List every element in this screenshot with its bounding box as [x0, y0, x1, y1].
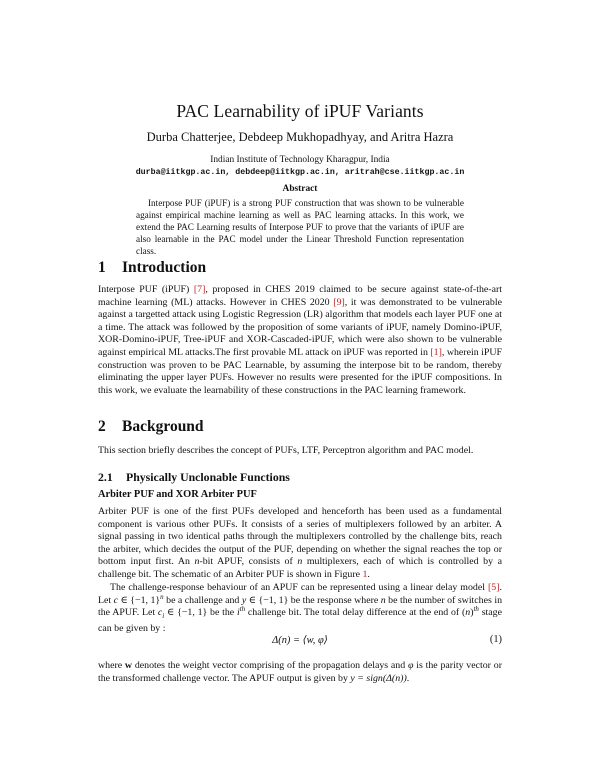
author-list: Durba Chatterjee, Debdeep Mukhopadhyay, and Aritra Hazra [146, 130, 454, 144]
subsection-title: Physically Unclonable Functions [126, 470, 290, 484]
math-run: ∈ {−1, 1} be the response where [246, 594, 381, 606]
paragraph-heading-arbiter-puf: Arbiter PUF and XOR Arbiter PUF [98, 489, 257, 500]
abstract-heading: Abstract [282, 184, 318, 194]
text-run: Interpose PUF (iPUF) [98, 284, 194, 295]
math-run: ∈ {−1, 1} be the [164, 607, 237, 619]
math-var: n [465, 607, 471, 619]
math-var: th [239, 605, 246, 614]
math-var: y [241, 594, 247, 606]
introduction-paragraph [98, 284, 502, 397]
math-var: n [297, 556, 303, 568]
text-run: . [367, 568, 370, 580]
affiliation: Indian Institute of Technology Kharagpur, India [210, 155, 390, 165]
citation-link[interactable]: [5] [488, 582, 500, 593]
section-number: 1 [98, 259, 106, 276]
text-run: . [406, 672, 410, 684]
equation-explanation-paragraph [98, 660, 502, 685]
math-var: c [157, 607, 163, 619]
equation-1 [98, 634, 502, 646]
text-run: be the number of switches in the APUF. Let [98, 594, 503, 619]
text-run: , it was demonstrated to be vulnerable against a targetted attack using Logistic Regression (LR) algorithm that models each layer PUF one at a time. The attack was followed by the proposition of some variants of iPUF, namely Domino-iPUF, XOR-Domino-iPUF, Tree-iPUF and XOR-Cascaded-iPUF, which were also shown to be vulnerable against empirical ML attacks.The first provable ML attack on iPUF was reported in [98, 296, 502, 358]
text-run: be a challenge and [163, 594, 242, 606]
citation-link[interactable]: [7] [193, 284, 206, 295]
text-run: multiplexers, each of which is controlled by a challenge bit. The schematic of an Arbiter PUF is shown in Figure [98, 556, 502, 580]
section-number: 2 [98, 418, 106, 435]
equation-body: Δ(n) = ⟨w, φ⟩ [272, 635, 328, 646]
text-run: , proposed in CHES 2019 claimed to be secure against state-of-the-art machine learning (ML) attacks. However in CHES 2020 [98, 284, 502, 308]
paper-title: PAC Learnability of iPUF Variants [176, 101, 424, 121]
math-run: ∈ {−1, 1} [118, 594, 161, 606]
figure-link[interactable]: 1 [362, 568, 368, 580]
math-var: th [473, 605, 479, 614]
arbiter-puf-paragraph [98, 506, 502, 582]
text-run: challenge bit. The total delay difference at the end of ( [245, 607, 466, 619]
math-var: c [113, 594, 119, 606]
text-run: , wherein iPUF construction was proven to be PAC Learnable, by assuming the interpose bit to be random, thereby eliminating the upper layer PUFs. However no results were presented for the iPUF compositions. In this work, we evaluate the learnability of these constructions in the PAC learning framework. [98, 346, 502, 396]
subsection-heading-pufs [98, 470, 290, 485]
author-emails: durba@iitkgp.ac.in, debdeep@iitkgp.ac.in, aritrah@cse.iitkgp.ac.in [135, 168, 465, 177]
text-run: stage can be given by : [98, 607, 502, 634]
math-var: n [194, 556, 200, 568]
section-title: Introduction [122, 259, 207, 276]
section-heading-introduction [98, 259, 206, 277]
text-run: -bit APUF, consists of [199, 556, 298, 568]
citation-link[interactable]: [1] [430, 346, 442, 358]
section-title: Background [122, 418, 204, 435]
text-run: where [98, 660, 125, 671]
delay-model-paragraph [98, 582, 502, 635]
text-run: The challenge-response behaviour of an APUF can be represented using a linear delay model [110, 582, 489, 593]
math-expression: y = sign(Δ(n)) [350, 672, 407, 684]
math-var: n [380, 594, 386, 606]
text-run: . Let [98, 582, 502, 606]
equation-number: (1) [489, 634, 502, 645]
text-run: denotes the weight vector comprising of the propagation delays and [132, 660, 408, 671]
math-var: w [124, 660, 133, 671]
math-var: n [160, 592, 164, 601]
text-run: is the parity vector or the transformed challenge vector. The APUF output is given by [98, 660, 502, 684]
text-run: Arbiter PUF is one of the first PUFs developed and henceforth has been used as a fundamental component is various other PUFs. It consists of a series of multiplexers followed by an arbiter. A signal passing in two identical paths through the multiplexers controlled by the challenge bits, reach the arbiter, which decides the output of the PUF, depending on whether the signal reaches the top or bottom input first. An [98, 506, 502, 568]
abstract-text: Interpose PUF (iPUF) is a strong PUF construction that was shown to be vulnerable against empirical machine learning as well as PAC learning attacks. In this work, we extend the PAC Learning results of Interpose PUF to prove that the variants of iPUF are also learnable in the PAC model under the Linear Threshold Function representation class. [136, 198, 464, 256]
section-heading-background [98, 418, 204, 436]
math-var: φ [407, 660, 414, 671]
citation-link[interactable]: [9] [333, 296, 345, 308]
math-var: i [236, 607, 240, 619]
math-var: i [162, 612, 165, 621]
subsection-number: 2.1 [98, 470, 113, 484]
text-run: ) [470, 607, 474, 619]
background-paragraph: This section briefly describes the concept of PUFs, LTF, Perceptron algorithm and PAC model. [98, 445, 474, 456]
